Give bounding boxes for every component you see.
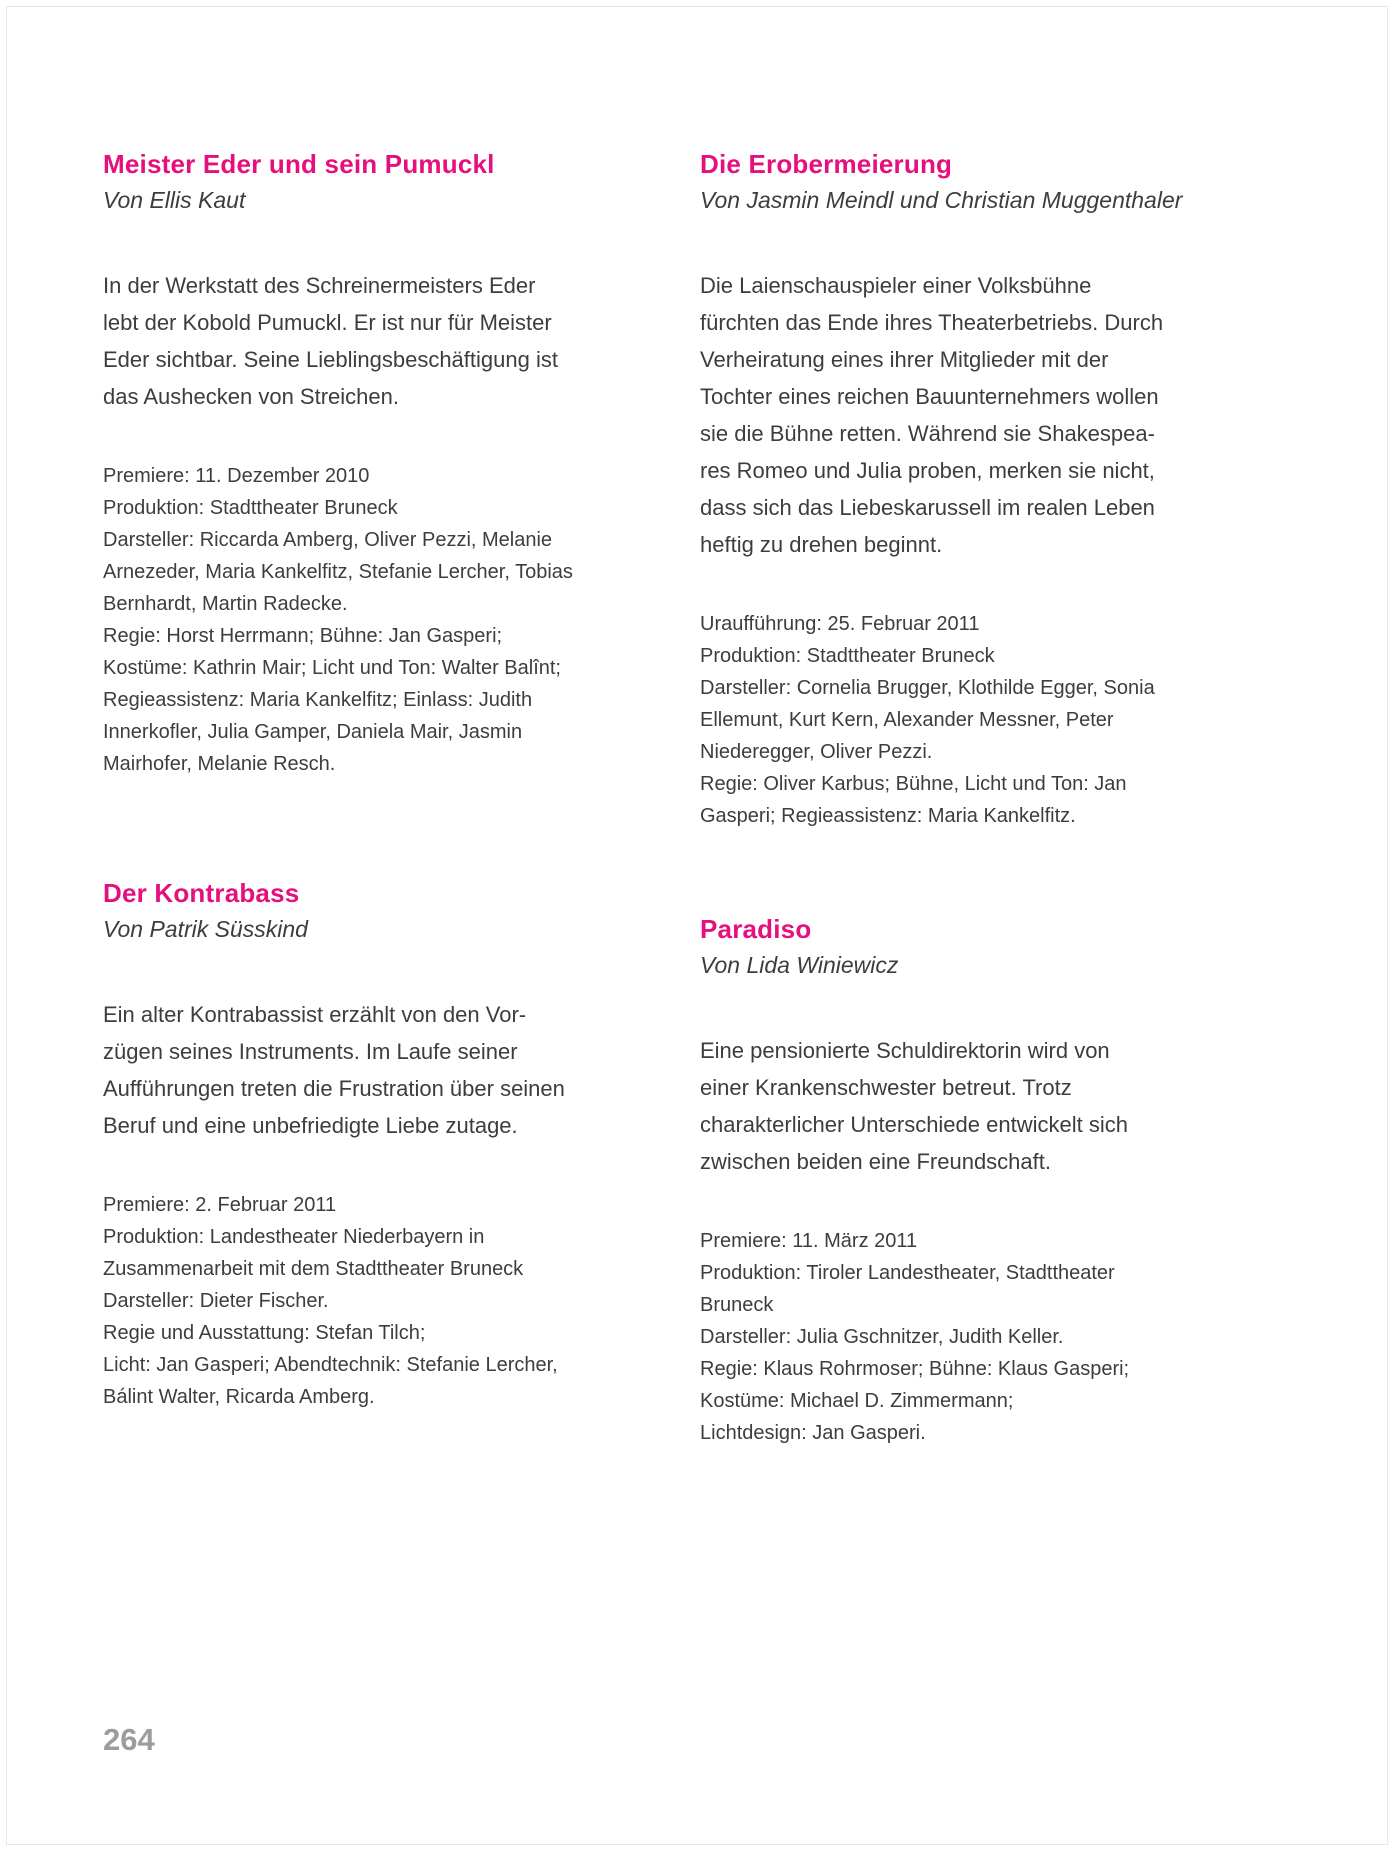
synopsis-line: sie die Bühne retten. Während sie Shakespea- <box>700 421 1155 446</box>
credit-line: Zusammenarbeit mit dem Stadttheater Bruneck <box>103 1258 524 1280</box>
play-title: Die Erobermeierung <box>700 149 953 179</box>
credit-line: Produktion: Tiroler Landestheater, Stadttheater <box>700 1262 1115 1284</box>
synopsis-line: das Aushecken von Streichen. <box>103 384 399 409</box>
credit-line: Regie: Horst Herrmann; Bühne: Jan Gasperi; <box>103 625 503 647</box>
credit-line: Darsteller: Dieter Fischer. <box>103 1290 329 1312</box>
credit-line: Regie: Oliver Karbus; Bühne, Licht und Ton: Jan <box>700 773 1127 795</box>
section-die-erobermeierung <box>700 148 1200 832</box>
synopsis-line: heftig zu drehen beginnt. <box>700 532 943 557</box>
synopsis-line: res Romeo und Julia proben, merken sie nicht, <box>700 458 1155 483</box>
synopsis-line: Die Laienschauspieler einer Volksbühne <box>700 273 1092 298</box>
section-der-kontrabass <box>103 877 603 1413</box>
play-synopsis <box>700 1032 1200 1180</box>
synopsis-line: Eder sichtbar. Seine Lieblingsbeschäftigung ist <box>103 347 558 372</box>
credit-line: Produktion: Landestheater Niederbayern in <box>103 1226 485 1248</box>
section-paradiso <box>700 913 1200 1449</box>
synopsis-line: Aufführungen treten die Frustration über seinen <box>103 1076 565 1101</box>
play-author: Von Jasmin Meindl und Christian Muggenthaler <box>700 187 1183 213</box>
play-credits <box>700 1225 1200 1449</box>
synopsis-line: Beruf und eine unbefriedigte Liebe zutage. <box>103 1113 518 1138</box>
play-credits <box>700 608 1200 832</box>
credit-line: Arnezeder, Maria Kankelfitz, Stefanie Lercher, Tobias <box>103 561 573 583</box>
credit-line: Niederegger, Oliver Pezzi. <box>700 741 933 763</box>
play-synopsis <box>103 996 603 1144</box>
play-author: Von Lida Winiewicz <box>700 952 899 978</box>
credit-line: Produktion: Stadttheater Bruneck <box>103 497 398 519</box>
credit-line: Premiere: 11. Dezember 2010 <box>103 465 370 487</box>
play-title: Der Kontrabass <box>103 878 300 908</box>
synopsis-line: Eine pensionierte Schuldirektorin wird von <box>700 1038 1110 1063</box>
synopsis-line: Verheiratung eines ihrer Mitglieder mit der <box>700 347 1109 372</box>
synopsis-line: lebt der Kobold Pumuckl. Er ist nur für Meister <box>103 310 552 335</box>
credit-line: Bruneck <box>700 1294 774 1316</box>
play-credits <box>103 460 603 780</box>
play-author: Von Ellis Kaut <box>103 187 246 213</box>
play-title: Paradiso <box>700 914 812 944</box>
credit-line: Bernhardt, Martin Radecke. <box>103 593 348 615</box>
credit-line: Innerkofler, Julia Gamper, Daniela Mair, Jasmin <box>103 721 523 743</box>
synopsis-line: dass sich das Liebeskarussell im realen Leben <box>700 495 1155 520</box>
credit-line: Regie und Ausstattung: Stefan Tilch; <box>103 1322 426 1344</box>
play-author: Von Patrik Süsskind <box>103 916 308 942</box>
credit-line: Darsteller: Julia Gschnitzer, Judith Keller. <box>700 1326 1064 1348</box>
credit-line: Bálint Walter, Ricarda Amberg. <box>103 1386 375 1408</box>
credit-line: Darsteller: Riccarda Amberg, Oliver Pezzi, Melanie <box>103 529 553 551</box>
credit-line: Mairhofer, Melanie Resch. <box>103 753 336 775</box>
credit-line: Ellemunt, Kurt Kern, Alexander Messner, Peter <box>700 709 1114 731</box>
credit-line: Uraufführung: 25. Februar 2011 <box>700 613 980 635</box>
synopsis-line: In der Werkstatt des Schreinermeisters Eder <box>103 273 536 298</box>
play-credits <box>103 1189 603 1413</box>
play-synopsis <box>700 267 1200 563</box>
play-synopsis <box>103 267 603 415</box>
credit-line: Premiere: 2. Februar 2011 <box>103 1194 337 1216</box>
synopsis-line: fürchten das Ende ihres Theaterbetriebs. Durch <box>700 310 1164 335</box>
credit-line: Regie: Klaus Rohrmoser; Bühne: Klaus Gasperi; <box>700 1358 1130 1380</box>
synopsis-line: Ein alter Kontrabassist erzählt von den Vor- <box>103 1002 527 1027</box>
credit-line: Kostüme: Michael D. Zimmermann; <box>700 1390 1014 1412</box>
credit-line: Kostüme: Kathrin Mair; Licht und Ton: Walter Balînt; <box>103 657 561 679</box>
synopsis-line: Tochter eines reichen Bauunternehmers wollen <box>700 384 1159 409</box>
credit-line: Premiere: 11. März 2011 <box>700 1230 918 1252</box>
page-number: 264 <box>103 1722 155 1757</box>
credit-line: Darsteller: Cornelia Brugger, Klothilde Egger, Sonia <box>700 677 1155 699</box>
play-title: Meister Eder und sein Pumuckl <box>103 149 495 179</box>
section-meister-eder <box>103 148 603 780</box>
credit-line: Lichtdesign: Jan Gasperi. <box>700 1422 926 1444</box>
credit-line: Licht: Jan Gasperi; Abendtechnik: Stefanie Lercher, <box>103 1354 558 1376</box>
credit-line: Produktion: Stadttheater Bruneck <box>700 645 995 667</box>
synopsis-line: einer Krankenschwester betreut. Trotz <box>700 1075 1072 1100</box>
credit-line: Gasperi; Regieassistenz: Maria Kankelfitz. <box>700 805 1076 827</box>
synopsis-line: zügen seines Instruments. Im Laufe seiner <box>103 1039 518 1064</box>
synopsis-line: zwischen beiden eine Freundschaft. <box>700 1149 1051 1174</box>
credit-line: Regieassistenz: Maria Kankelfitz; Einlass: Judith <box>103 689 533 711</box>
synopsis-line: charakterlicher Unterschiede entwickelt sich <box>700 1112 1128 1137</box>
